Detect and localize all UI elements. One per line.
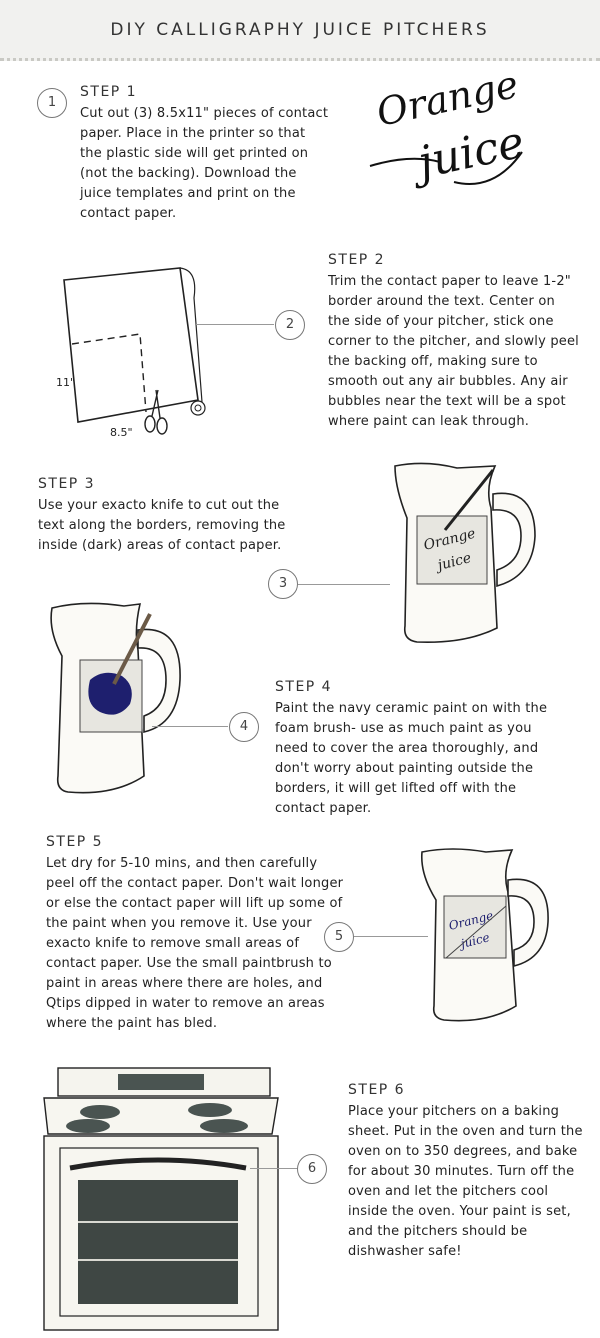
step-text-line: Qtips dipped in water to remove an areas xyxy=(46,996,325,1011)
step-title: STEP 6 xyxy=(348,1082,406,1098)
step-text-line: where paint can leak through. xyxy=(328,414,530,429)
step-text-line: peel off the contact paper. Don't wait longer xyxy=(46,876,344,891)
connector-line xyxy=(250,1168,298,1169)
step-text-line: Let dry for 5-10 mins, and then carefully xyxy=(46,856,318,871)
step-number-badge: 4 xyxy=(229,712,259,742)
step-text-line: (not the backing). Download the xyxy=(80,166,297,181)
burner-icon xyxy=(200,1119,248,1133)
step-1 xyxy=(80,84,340,224)
step-text-line: border around the text. Center on xyxy=(328,294,555,309)
step-description xyxy=(328,272,598,432)
step-text-line: smooth out any air bubbles. Any air xyxy=(328,374,568,389)
step-text-line: the side of your pitcher, stick one xyxy=(328,314,554,329)
step-title: STEP 4 xyxy=(275,679,333,695)
mini-lettering: juice xyxy=(459,930,491,951)
step-text-line: contact paper. Use the small paintbrush to xyxy=(46,956,332,971)
step-2 xyxy=(328,252,598,432)
step-text-line: corner to the pitcher, and slowly peel xyxy=(328,334,579,349)
lettering-word-2: juice xyxy=(413,116,529,189)
step-text-line: need to cover the area thoroughly, and xyxy=(275,741,539,756)
step-6 xyxy=(348,1082,598,1262)
step-number-badge: 2 xyxy=(275,310,305,340)
step-text-line: the plastic side will get printed on xyxy=(80,146,309,161)
scissors-icon xyxy=(145,416,155,432)
step-text-line: juice templates and print on the xyxy=(80,186,296,201)
step-text-line: exacto knife to remove small areas of xyxy=(46,936,300,951)
step-description xyxy=(46,854,346,1034)
pitcher-step3-illustration xyxy=(385,458,545,648)
connector-line xyxy=(196,324,274,325)
step-description xyxy=(38,496,328,556)
pitcher-step4-illustration xyxy=(44,600,204,810)
contact-paper-illustration xyxy=(52,262,222,437)
navy-paint-area xyxy=(88,673,131,715)
step-text-line: contact paper. xyxy=(80,206,177,221)
step-text-line: inside (dark) areas of contact paper. xyxy=(38,538,282,553)
oven-window xyxy=(78,1180,238,1304)
step-title: STEP 1 xyxy=(80,84,138,100)
burner-icon xyxy=(80,1105,120,1119)
step-4 xyxy=(275,679,575,819)
step-text-line: Cut out (3) 8.5x11" pieces of contact xyxy=(80,106,329,121)
step-text-line: sheet. Put in the oven and turn the xyxy=(348,1124,583,1139)
page-title: DIY CALLIGRAPHY JUICE PITCHERS xyxy=(110,20,490,40)
width-label: 8.5" xyxy=(110,426,133,439)
step-text-line: paint in areas where there are holes, and xyxy=(46,976,323,991)
mini-lettering: Orange xyxy=(422,525,478,554)
step-title: STEP 2 xyxy=(328,252,386,268)
step-text-line: Use your exacto knife to cut out the xyxy=(38,498,280,513)
step-text-line: where the paint has bled. xyxy=(46,1016,218,1031)
step-text-line: bubbles near the text will be a spot xyxy=(328,394,566,409)
step-text-line: Paint the navy ceramic paint on with the xyxy=(275,701,548,716)
orange-juice-lettering xyxy=(362,61,542,218)
step-number-badge: 6 xyxy=(297,1154,327,1184)
step-title: STEP 5 xyxy=(46,834,104,850)
height-label: 11" xyxy=(56,376,76,389)
burner-icon xyxy=(66,1119,110,1133)
step-number-badge: 3 xyxy=(268,569,298,599)
step-text-line: and the pitchers should be xyxy=(348,1224,528,1239)
step-5 xyxy=(46,834,346,1034)
step-text-line: Trim the contact paper to leave 1-2" xyxy=(328,274,571,289)
step-text-line: paper. Place in the printer so that xyxy=(80,126,306,141)
step-text-line: the backing off, making sure to xyxy=(328,354,538,369)
oven-illustration xyxy=(40,1064,280,1334)
step-text-line: borders, it will get lifted off with the xyxy=(275,781,517,796)
header-banner xyxy=(0,0,600,61)
step-text-line: inside the oven. Your paint is set, xyxy=(348,1204,571,1219)
step-text-line: text along the borders, removing the xyxy=(38,518,286,533)
step-3 xyxy=(38,476,328,556)
step-text-line: contact paper. xyxy=(275,801,372,816)
lettering-word-1: Orange xyxy=(372,61,523,135)
burner-icon xyxy=(188,1103,232,1117)
step-text-line: oven and let the pitchers cool xyxy=(348,1184,549,1199)
step-text-line: oven on to 350 degrees, and bake xyxy=(348,1144,578,1159)
step-text-line: don't worry about painting outside the xyxy=(275,761,534,776)
step-text-line: for about 30 minutes. Turn off the xyxy=(348,1164,575,1179)
step-text-line: Place your pitchers on a baking xyxy=(348,1104,560,1119)
pitcher-step5-illustration xyxy=(416,846,566,1026)
step-text-line: or else the contact paper will lift up some of xyxy=(46,896,343,911)
step-title: STEP 3 xyxy=(38,476,96,492)
step-text-line: the paint when you remove it. Use your xyxy=(46,916,312,931)
step-description xyxy=(80,104,340,224)
step-number-badge: 1 xyxy=(37,88,67,118)
connector-line xyxy=(298,584,390,585)
step-description xyxy=(348,1102,598,1262)
step-text-line: dishwasher safe! xyxy=(348,1244,462,1259)
step-description xyxy=(275,699,575,819)
connector-line xyxy=(152,726,228,727)
step-number-badge: 5 xyxy=(324,922,354,952)
step-text-line: foam brush- use as much paint as you xyxy=(275,721,532,736)
mini-lettering: Orange xyxy=(447,908,495,933)
mini-lettering: juice xyxy=(436,550,473,574)
